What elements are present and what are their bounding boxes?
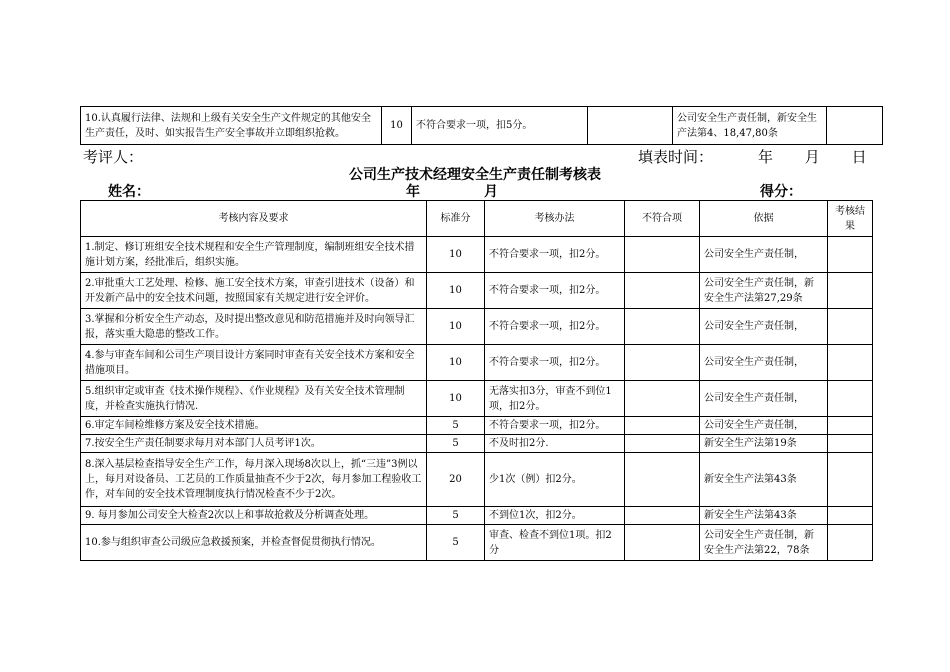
table-row	[81, 453, 873, 507]
item-content: 1.制定、修订班组安全技术规程和安全生产管理制度，编制班组安全技术措施计划方案，经批准后，组织实施。	[81, 237, 427, 273]
table-row	[81, 507, 873, 525]
item-nonconform[interactable]	[588, 107, 673, 145]
item-method: 不符合要求一项，扣2分。	[485, 417, 625, 435]
item-score: 5	[427, 507, 485, 525]
item-method: 无落实扣3分，审查不到位1项，扣2分。	[485, 381, 625, 417]
table-row	[81, 345, 873, 381]
item-basis: 公司安全生产责任制，	[700, 345, 828, 381]
item-nonconform[interactable]	[625, 273, 700, 309]
item-score: 10	[427, 273, 485, 309]
item-content: 10.认真履行法律、法规和上级有关安全生产文件规定的其他安全生产责任，及时、如实报告生产安全事故并立即组织抢救。	[81, 107, 382, 145]
item-result[interactable]	[828, 417, 873, 435]
item-content: 3.掌握和分析安全生产动态，及时提出整改意见和防范措施并及时向领导汇报，落实重大隐患的整改工作。	[81, 309, 427, 345]
item-method: 不符合要求一项，扣2分。	[485, 345, 625, 381]
item-basis: 新安全生产法第43条	[700, 507, 828, 525]
table-row	[81, 435, 873, 453]
item-method: 少1次（例）扣2分。	[485, 453, 625, 507]
previous-page-table	[80, 106, 883, 145]
item-result[interactable]	[828, 345, 873, 381]
item-content: 10.参与组织审查公司级应急救援预案，并检查督促贯彻执行情况。	[81, 525, 427, 561]
item-basis: 公司安全生产责任制，	[700, 417, 828, 435]
form-year-label: 年	[406, 184, 420, 200]
item-nonconform[interactable]	[625, 381, 700, 417]
item-score: 10	[427, 309, 485, 345]
item-result[interactable]	[828, 525, 873, 561]
item-method: 不到位1次，扣2分。	[485, 507, 625, 525]
table-row	[81, 237, 873, 273]
item-basis: 公司安全生产责任制，	[700, 381, 828, 417]
form-period	[406, 181, 498, 201]
item-score: 10	[382, 107, 412, 145]
item-score: 10	[427, 237, 485, 273]
item-content: 8.深入基层检查指导安全生产工作，每月深入现场8次以上，抓“三违”3例以上，每月对设备员、工艺员的工作质量抽查不少于2次，每月参加工程验收工作，对车间的安全技术管理制度执行情况检查不少于2次。	[81, 453, 427, 507]
item-score: 20	[427, 453, 485, 507]
item-content: 7.按安全生产责任制要求每月对本部门人员考评1次。	[81, 435, 427, 453]
assessment-table	[80, 200, 873, 561]
item-method: 不符合要求一项，扣2分。	[485, 237, 625, 273]
item-content: 4.参与审查车间和公司生产项目设计方案同时审查有关安全技术方案和安全措施项目。	[81, 345, 427, 381]
form-month-label: 月	[484, 184, 498, 200]
header-nonconform: 不符合项	[625, 201, 700, 237]
item-result[interactable]	[828, 273, 873, 309]
header-result: 考核结果	[828, 201, 873, 237]
item-result[interactable]	[828, 237, 873, 273]
item-basis: 公司安全生产责任制，新安全生产法第4、18,47,80条	[673, 107, 827, 145]
item-score: 5	[427, 525, 485, 561]
item-result[interactable]	[828, 381, 873, 417]
item-basis: 公司安全生产责任制，	[700, 309, 828, 345]
header-content: 考核内容及要求	[81, 201, 427, 237]
item-basis: 新安全生产法第19条	[700, 435, 828, 453]
item-score: 10	[427, 345, 485, 381]
year-label: 年	[758, 148, 774, 166]
item-content: 6.审定车间检维修方案及安全技术措施。	[81, 417, 427, 435]
item-content: 2.审批重大工艺处理、检修、施工安全技术方案，审查引进技术（设备）和开发新产品中的安全技术问题，按照国家有关规定进行安全评价。	[81, 273, 427, 309]
item-nonconform[interactable]	[625, 417, 700, 435]
item-method: 审查、检查不到位1项。扣2分	[485, 525, 625, 561]
item-nonconform[interactable]	[625, 345, 700, 381]
item-result[interactable]	[828, 453, 873, 507]
name-label: 姓名：	[108, 184, 150, 200]
item-method: 不符合要求一项，扣2分。	[485, 273, 625, 309]
item-result[interactable]	[828, 435, 873, 453]
item-score: 5	[427, 435, 485, 453]
item-score: 10	[427, 381, 485, 417]
month-label: 月	[804, 148, 820, 166]
item-basis: 公司安全生产责任制，新安全生产法第22，78条	[700, 525, 828, 561]
item-nonconform[interactable]	[625, 507, 700, 525]
evaluator-label: 考评人：	[83, 148, 144, 166]
table-row	[81, 309, 873, 345]
item-basis: 新安全生产法第43条	[700, 453, 828, 507]
item-nonconform[interactable]	[625, 309, 700, 345]
table-row	[81, 417, 873, 435]
item-content: 5.组织审定或审查《技术操作规程》、《作业规程》及有关安全技术管理制度，并检查实施执行情况.	[81, 381, 427, 417]
item-score: 5	[427, 417, 485, 435]
table-header	[81, 201, 873, 237]
item-result[interactable]	[828, 309, 873, 345]
header-method: 考核办法	[485, 201, 625, 237]
table-row	[81, 273, 873, 309]
score-label: 得分：	[760, 184, 802, 200]
item-method: 不符合要求一项，扣5分。	[412, 107, 588, 145]
fill-time-label: 填表时间：	[638, 148, 714, 166]
item-method: 不及时扣2分.	[485, 435, 625, 453]
item-basis: 公司安全生产责任制，	[700, 237, 828, 273]
day-label: 日	[851, 148, 867, 166]
item-nonconform[interactable]	[625, 525, 700, 561]
table-row	[81, 381, 873, 417]
item-content: 9. 每月参加公司安全大检查2次以上和事故抢救及分析调查处理。	[81, 507, 427, 525]
item-result[interactable]	[828, 507, 873, 525]
item-nonconform[interactable]	[625, 435, 700, 453]
table-row	[81, 107, 883, 145]
header-score: 标准分	[427, 201, 485, 237]
page-title: 公司生产技术经理安全生产责任制考核表	[349, 167, 601, 183]
item-nonconform[interactable]	[625, 453, 700, 507]
table-row	[81, 525, 873, 561]
item-basis: 公司安全生产责任制，新安全生产法第27,29条	[700, 273, 828, 309]
item-nonconform[interactable]	[625, 237, 700, 273]
header-basis: 依据	[700, 201, 828, 237]
item-method: 不符合要求一项，扣2分。	[485, 309, 625, 345]
item-result[interactable]	[827, 107, 883, 145]
